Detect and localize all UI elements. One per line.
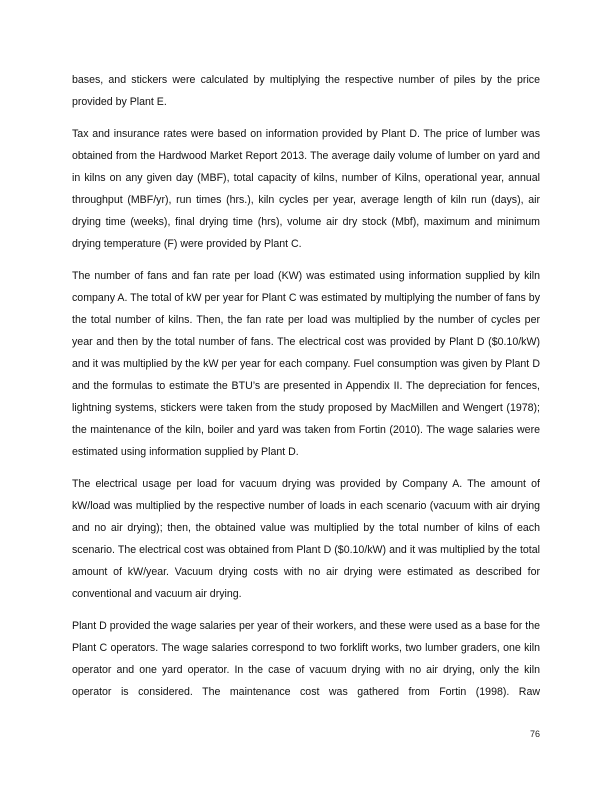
page-number: 76 [529, 729, 540, 739]
document-body [72, 69, 540, 713]
paragraph-3: The number of fans and fan rate per load (KW) was estimated using information supplied by kiln company A. The total of kW per year for Plant C was estimated by multiplying the number of fans by the total number of kilns. Then, the fan rate per load was multiplied by the number of cycles per year and then by the total number of fans. The electrical cost was provided by Plant D ($0.10/kW) and it was multiplied by the kW per year for each company. Fuel consumption was given by Plant D and the formulas to estimate the BTU’s are presented in Appendix II. The depreciation for fences, lightning systems, stickers were taken from the study proposed by MacMillen and Wengert (1978); the maintenance of the kiln, boiler and yard was taken from Fortin (2010). The wage salaries were estimated using information supplied by Plant D. [72, 270, 540, 458]
paragraph-4: The electrical usage per load for vacuum drying was provided by Company A. The amount of kW/load was multiplied by the respective number of loads in each scenario (vacuum with air drying and no air drying); then, the obtained value was multiplied by the total number of kilns of each scenario. The electrical cost was obtained from Plant D ($0.10/kW) and it was multiplied by the total amount of kW/year. Vacuum drying costs with no air drying were estimated as described for conventional and vacuum air drying. [72, 478, 540, 600]
paragraph-1: bases, and stickers were calculated by multiplying the respective number of piles by the price provided by Plant E. [72, 74, 540, 108]
paragraph-5: Plant D provided the wage salaries per year of their workers, and these were used as a base for the Plant C operators. The wage salaries correspond to two forklift works, two lumber graders, one kiln operator and one yard operator. In the case of vacuum drying with no air drying, only the kiln operator is considered. The maintenance cost was gathered from Fortin (1998). Raw [72, 620, 540, 698]
paragraph-2: Tax and insurance rates were based on information provided by Plant D. The price of lumber was obtained from the Hardwood Market Report 2013. The average daily volume of lumber on yard and in kilns on any given day (MBF), total capacity of kilns, number of Kilns, operational year, annual throughput (MBF/yr), run times (hrs.), kiln cycles per year, average length of kiln run (days), air drying time (weeks), final drying time (hrs), volume air dry stock (Mbf), maximum and minimum drying temperature (F) were provided by Plant C. [72, 128, 540, 250]
